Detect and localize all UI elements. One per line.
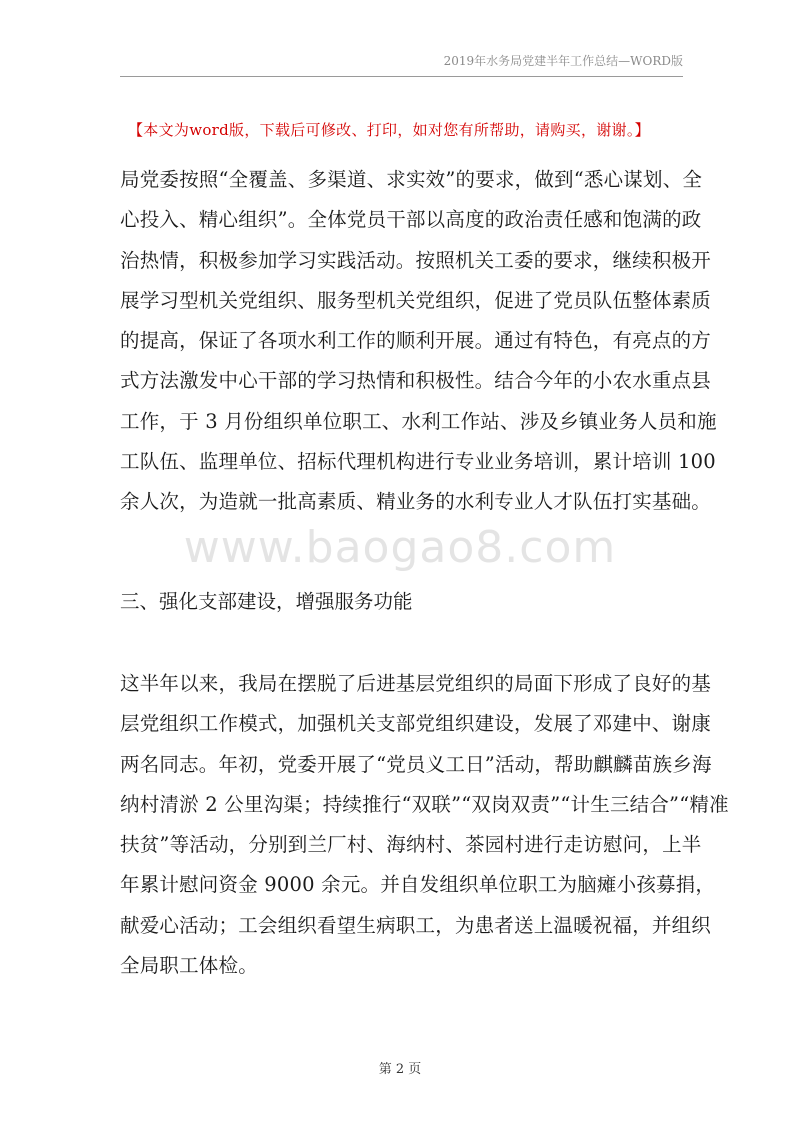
text-line: 工队伍、监理单位、招标代理机构进行专业业务培训，累计培训 100 — [120, 450, 716, 474]
text-line: 治热情，积极参加学习实践活动。按照机关工委的要求，继续积极开 — [120, 248, 712, 272]
text-line: 的提高，保证了各项水利工作的顺利开展。通过有特色，有亮点的方 — [120, 329, 712, 353]
text-line: 全局职工体检。 — [120, 954, 258, 978]
text-line: 两名同志。年初，党委开展了“党员义工日”活动，帮助麒麟苗族乡海 — [120, 752, 712, 776]
download-notice: 【本文为word版，下载后可修改、打印，如对您有所帮助，请购买，谢谢。】 — [128, 121, 650, 139]
text-line: 式方法激发中心干部的学习热情和积极性。结合今年的小农水重点县 — [120, 369, 712, 393]
text-line: 这半年以来，我局在摆脱了后进基层党组织的局面下形成了良好的基 — [120, 672, 712, 695]
text-line: 局党委按照“全覆盖、多渠道、求实效”的要求，做到“悉心谋划、全 — [120, 168, 703, 191]
text-line: 工作，于 3 月份组织单位职工、水利工作站、涉及乡镇业务人员和施 — [120, 409, 717, 433]
section-heading: 三、强化支部建设，增强服务功能 — [120, 590, 413, 613]
text-line: 扶贫”等活动，分别到兰厂村、海纳村、茶园村进行走访慰问，上半 — [120, 833, 702, 857]
text-line: 余人次，为造就一批高素质、精业务的水利专业人才队伍打实基础。 — [120, 490, 712, 514]
header-divider — [120, 76, 683, 77]
body-paragraph-2 — [120, 664, 729, 986]
text-line: 纳村清淤 2 公里沟渠；持续推行“双联”“双岗双责”“计生三结合”“精准 — [120, 792, 729, 816]
text-line: 献爱心活动；工会组织看望生病职工，为患者送上温暖祝福，并组织 — [120, 913, 712, 937]
watermark: www.baogao8.com — [183, 522, 617, 573]
page-number: 第 2 页 — [378, 1062, 422, 1077]
text-line: 层党组织工作模式，加强机关支部党组织建设，发展了邓建中、谢康 — [120, 712, 712, 736]
running-header: 2019年水务局党建半年工作总结—WORD版 — [443, 54, 683, 68]
text-line: 展学习型机关党组织、服务型机关党组织，促进了党员队伍整体素质 — [120, 288, 712, 312]
body-paragraph-1 — [120, 160, 717, 523]
text-line: 心投入、精心组织”。全体党员干部以高度的政治责任感和饱满的政 — [120, 208, 702, 232]
text-line: 年累计慰问资金 9000 余元。并自发组织单位职工为脑瘫小孩募捐， — [120, 873, 716, 897]
